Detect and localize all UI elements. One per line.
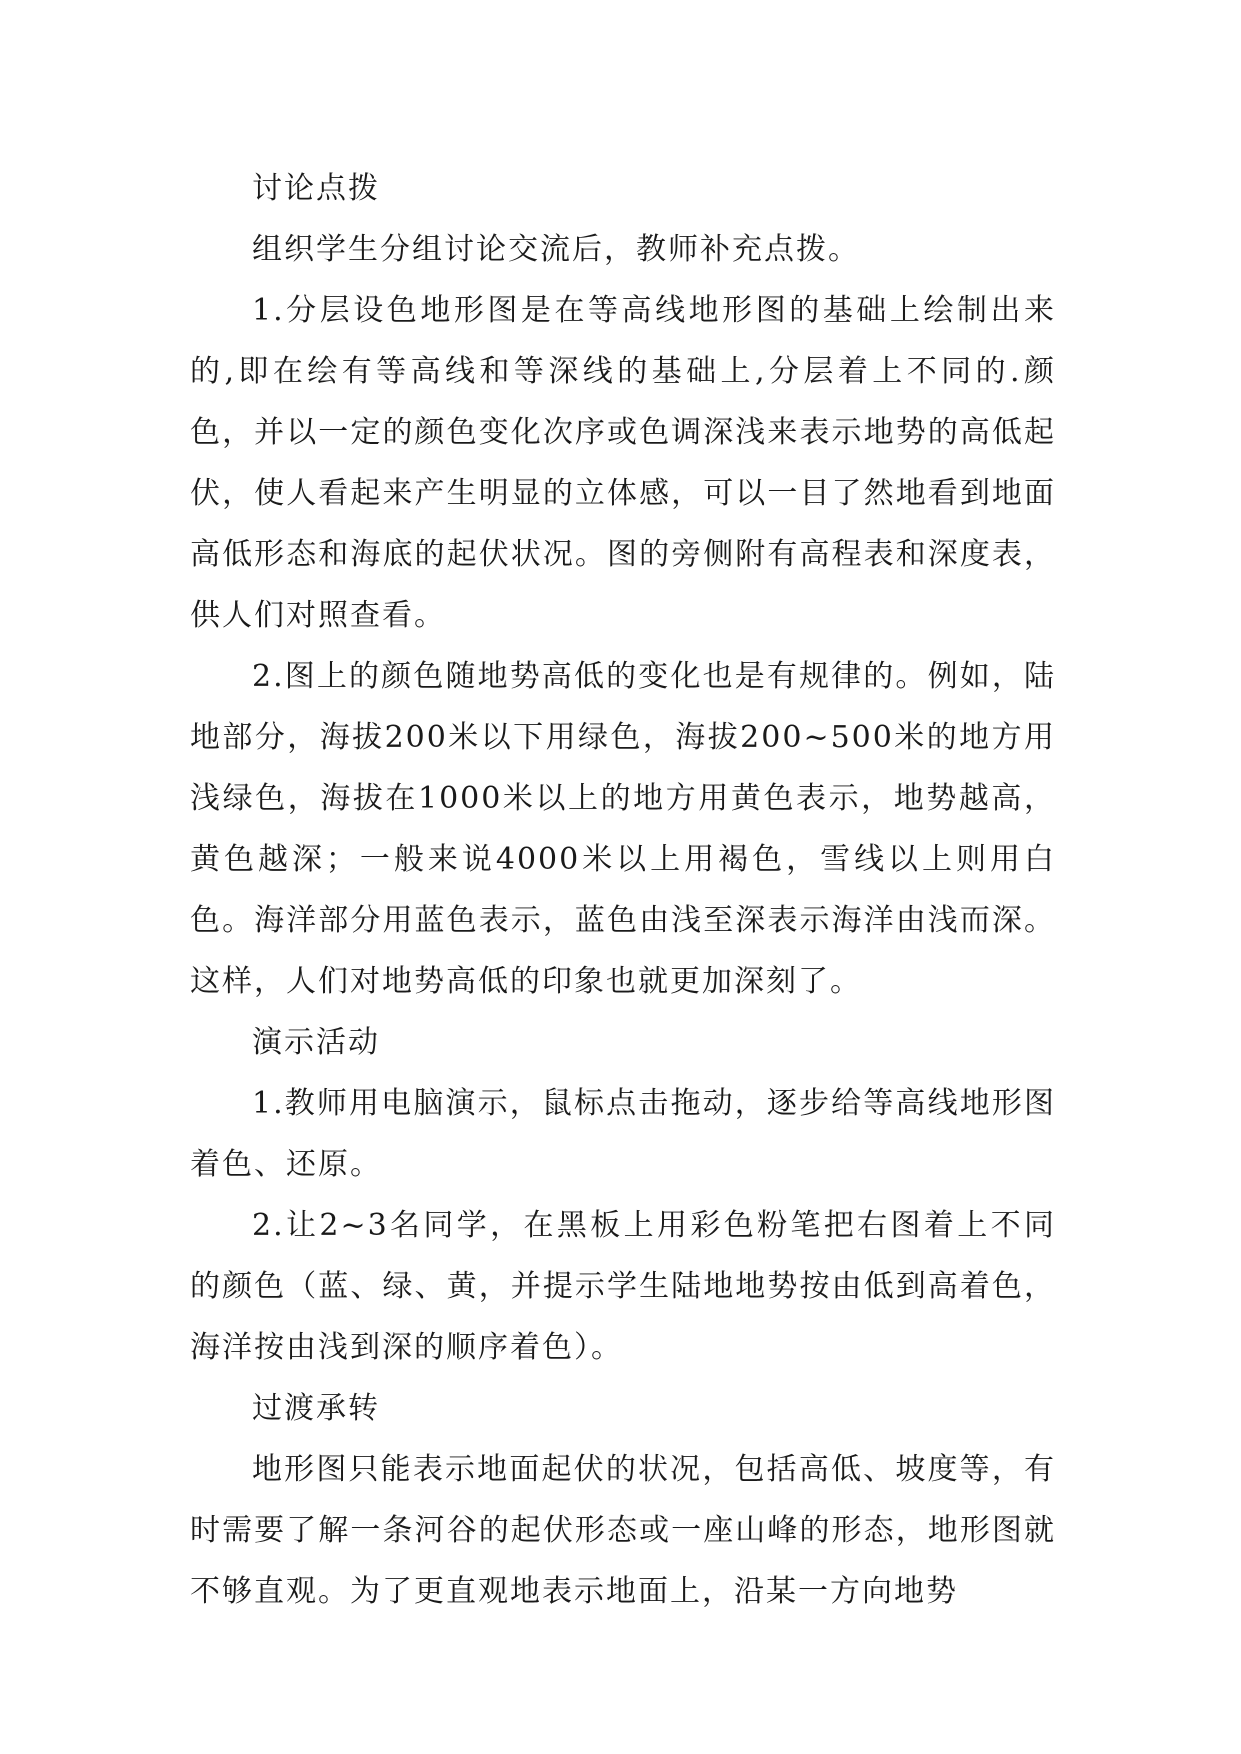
document-body [190, 158, 1056, 1622]
paragraph-point-1: 1.分层设色地形图是在等高线地形图的基础上绘制出来的,即在绘有等高线和等深线的基础上,分层着上不同的.颜色，并以一定的颜色变化次序或色调深浅来表示地势的高低起伏，使人看起来产生明显的立体感，可以一目了然地看到地面高低形态和海底的起伏状况。图的旁侧附有高程表和深度表，供人们对照查看。 [190, 293, 1056, 633]
section-heading-transition: 过渡承转 [252, 1391, 380, 1426]
paragraph-demo-2: 2.让2~3名同学，在黑板上用彩色粉笔把右图着上不同的颜色（蓝、绿、黄，并提示学生陆地地势按由低到高着色，海洋按由浅到深的顺序着色）。 [190, 1208, 1056, 1365]
paragraph-demo-1: 1.教师用电脑演示，鼠标点击拖动，逐步给等高线地形图着色、还原。 [190, 1086, 1056, 1182]
paragraph-transition: 地形图只能表示地面起伏的状况，包括高低、坡度等，有时需要了解一条河谷的起伏形态或一座山峰的形态，地形图就不够直观。为了更直观地表示地面上，沿某一方向地势 [190, 1452, 1056, 1609]
section-heading-discussion: 讨论点拨 [252, 171, 380, 206]
section-heading-demo: 演示活动 [252, 1025, 380, 1060]
paragraph-point-2: 2.图上的颜色随地势高低的变化也是有规律的。例如，陆地部分，海拔200米以下用绿色，海拔200~500米的地方用浅绿色，海拔在1000米以上的地方用黄色表示，地势越高，黄色越深；一般来说4000米以上用褐色，雪线以上则用白色。海洋部分用蓝色表示，蓝色由浅至深表示海洋由浅而深。这样，人们对地势高低的印象也就更加深刻了。 [190, 659, 1056, 999]
paragraph-intro: 组织学生分组讨论交流后，教师补充点拨。 [252, 232, 860, 267]
